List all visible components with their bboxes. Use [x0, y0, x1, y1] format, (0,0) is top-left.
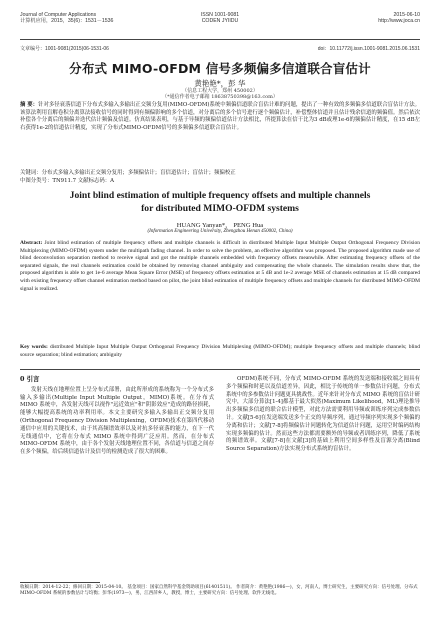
footnote: 收稿日期：2014-12-22；修回日期：2015-04-10。 基金项目：国家自然科学基金资助项目(61401511)。 作者简介：黄艳艳(1986—)，女，河南人，博士研究生，主要研究方向：信号处理、分布式 MIMO-OFDM 系统的参数估计与均衡；彭华(1973—)，男，江西萍乡人，教授，博士，主要研究方向：信号处理、软件无线电。 [20, 585, 418, 596]
issue-date: 2015-06-10 [393, 12, 420, 18]
title-en-line1: Joint blind estimation of multiple frequency offsets and multiple channels [69, 190, 371, 201]
keywords-en-text: distributed Multiple Input Multiple Output Orthogonal Frequency Division Multiplexing (MIMO-OFDM); multiple frequency offsets and multiple channels; blind source separation; blind estimation; ambiguity [20, 344, 420, 358]
abstract-zh-text: 针对多径衰落信道下分布式多输入多输出正交频分复用(MIMO-OFDM)系统中频偏信道联合盲估计难的问题，提出了一种有效的多频偏多信道联合盲估计方法。该算法利用盲解卷积分离算法接收信号的同时得到有频偏影响的多个信道，对分离后的多个信号进行逐个频偏估计，补偿整体信道并且估计残余信道的频偏值。然后依次补偿各个分离后的频偏并迭代估计频偏及信道。仿真结果表明，与基于导频的频偏信道估计方法相比，所提算法在信干比为3 dB或理1e-6的频偏估计精度，在15 dB左右获得1e-2的信道估计精度，实现了分布式MIMO-OFDM信号的多频偏多信道联合盲估计。 [20, 102, 420, 131]
body-column-right [226, 376, 420, 454]
keywords-en-label: Key words: [20, 344, 48, 350]
abstract-zh [20, 102, 420, 132]
authors-zh: 黄艳艳*，彭 华 [194, 79, 246, 88]
affiliation-en: (Information Engineering University, Zhengzhou Henan 450002, China) [147, 229, 293, 234]
journal-issn [20, 12, 420, 25]
affiliation-zh-line2: （*通信作者电子邮箱 18638750398@163.com） [162, 94, 278, 101]
article-meta [20, 45, 420, 52]
abstract-en-text: Joint blind estimation of multiple frequency offsets and multiple channels is difficult in distributed Multiple Input Multiple Output Orthogonal Frequency Division Multiplexing (MIMO-OFDM) system under the multipath fading channel. In order to solve the problem, an effective algorithm was proposed. The proposed algorithm made use of blind deconvolution separation method to receive signal and got the multiple channels embedded with frequency offsets meanwhile. After estimating frequency offsets of the separated signals, the real channels estimation could be obtained by removing channel ambiguity and compensating the whole channels. The simulation results show that, the proposed algorithm is able to get 1e-6 average Mean Square Error (MSE) of frequency offsets estimation at 5 dB and 1e-2 average MSE of channels estimation at 15 dB compared with existing frequency offset channel estimation method based on pilot, the joint blind estimation of multiple frequency offsets and multiple channels for distributed MIMO-OFDM signal is realized. [20, 240, 420, 292]
coden: CODEN JYIIDU [201, 18, 239, 25]
body-paragraph-left: 发射天线在地理位置上呈分布式部署，由此所形成的系统称为一个分布式多输入多输出(Multiple Input Multiple Output，MIMO)系统。在分布式 MIMO 系统中，各发射天线可以视作"远近效应"和"阴影效应"造成的路径损耗，能够大幅提高系统的功率利用率。本文主要研究多输入多输出正交频分复用(Orthogonal Frequency Division Multiplexing，OFDM)技术在第四代移动通信中应用的关键技术，由于其高频谱效率以及对抗多径衰落的能力，在下一代无线通信中，它将在分布式 MIMO 系统中得到广泛应用。然而，在分布式 MIMO-OFDM 系统中，由于各个发射天线地理位置不同，各信道与信道之间存在多个频偏，给后续信道估计及信号的检测造成了很大的困难。 [20, 386, 214, 456]
body-paragraph-right: OFDM)系统不同，分布式 MIMO-OFDM 系统的发送端和接收端之间具有多个频偏和时延以及信道差异，因此，相比于传统的单一参数估计问题，分布式系统中的多参数估计问题更具挑战性。近年来针对分布式 MIMO 系统的盲估计研究中，大部分算法[1-4]都基于最大似然(Maximum Likelihood，ML)理论推导出多频偏多信道的联合估计模型，对此方法需要利用导频或训练序列完成参数估计。文献[5-6]在发送端发送多个正交的导频序列，通过导频序列实现多个频偏的分离和估计；文献[7-8]将频偏估计问题转化为信道估计问题，运用空时编码结构实现多频偏的估计。然而这些方法都需要额外的导频或者训练序列，降低了系统的频谱效率。文献[7-8]在文献[3]的基础上利用空间多样性及盲源分离(Blind Source Separation)方法实现分布式系统的盲估计。 [226, 376, 420, 453]
keywords-zh: 关键词：分布式多输入多输出正交频分复用；多频偏估计；盲信道估计；盲估计；频偏校正 [20, 170, 236, 176]
affiliation-zh-line1: （信息工程大学，郑州 450002） [182, 88, 258, 94]
journal-url[interactable]: http://www.joca.cn [378, 18, 420, 25]
footnote-rule [20, 582, 100, 583]
abstract-en [20, 240, 420, 293]
journal-header [20, 12, 420, 42]
abstract-en-label: Abstract: [20, 240, 43, 246]
body-column-left [20, 376, 214, 457]
issn: ISSN 1001-9081 [200, 12, 240, 18]
journal-name-en: Journal of Computer Applications [20, 12, 97, 18]
journal-name-zh: 计算机应用，2015，35(6)：1531－1536 [20, 18, 114, 25]
authors-en: HUANG Yanyan*， PENG Hua [176, 222, 264, 229]
title-zh: 分布式 MIMO-OFDM 信号多频偏多信道联合盲估计 [69, 61, 371, 76]
journal-date [378, 12, 420, 25]
header-rule [20, 39, 420, 40]
doi[interactable]: doi：10.11772/j.issn.1001-9081.2015.06.1531 [317, 46, 420, 52]
title-en-line2: for distributed MIMO-OFDM systems [141, 202, 299, 214]
abstract-zh-label: 摘 要： [20, 102, 39, 108]
keywords-en [20, 344, 420, 359]
section-heading: 0 引言 [20, 375, 40, 383]
title-en [40, 190, 400, 215]
article-number: 文章编号：1001-9081(2015)06-1531-06 [20, 46, 109, 52]
abstract-rule [20, 369, 420, 370]
classification-zh: 中图分类号：TN911.7 文献标志码：A [20, 178, 115, 184]
affiliation-zh [0, 88, 440, 101]
